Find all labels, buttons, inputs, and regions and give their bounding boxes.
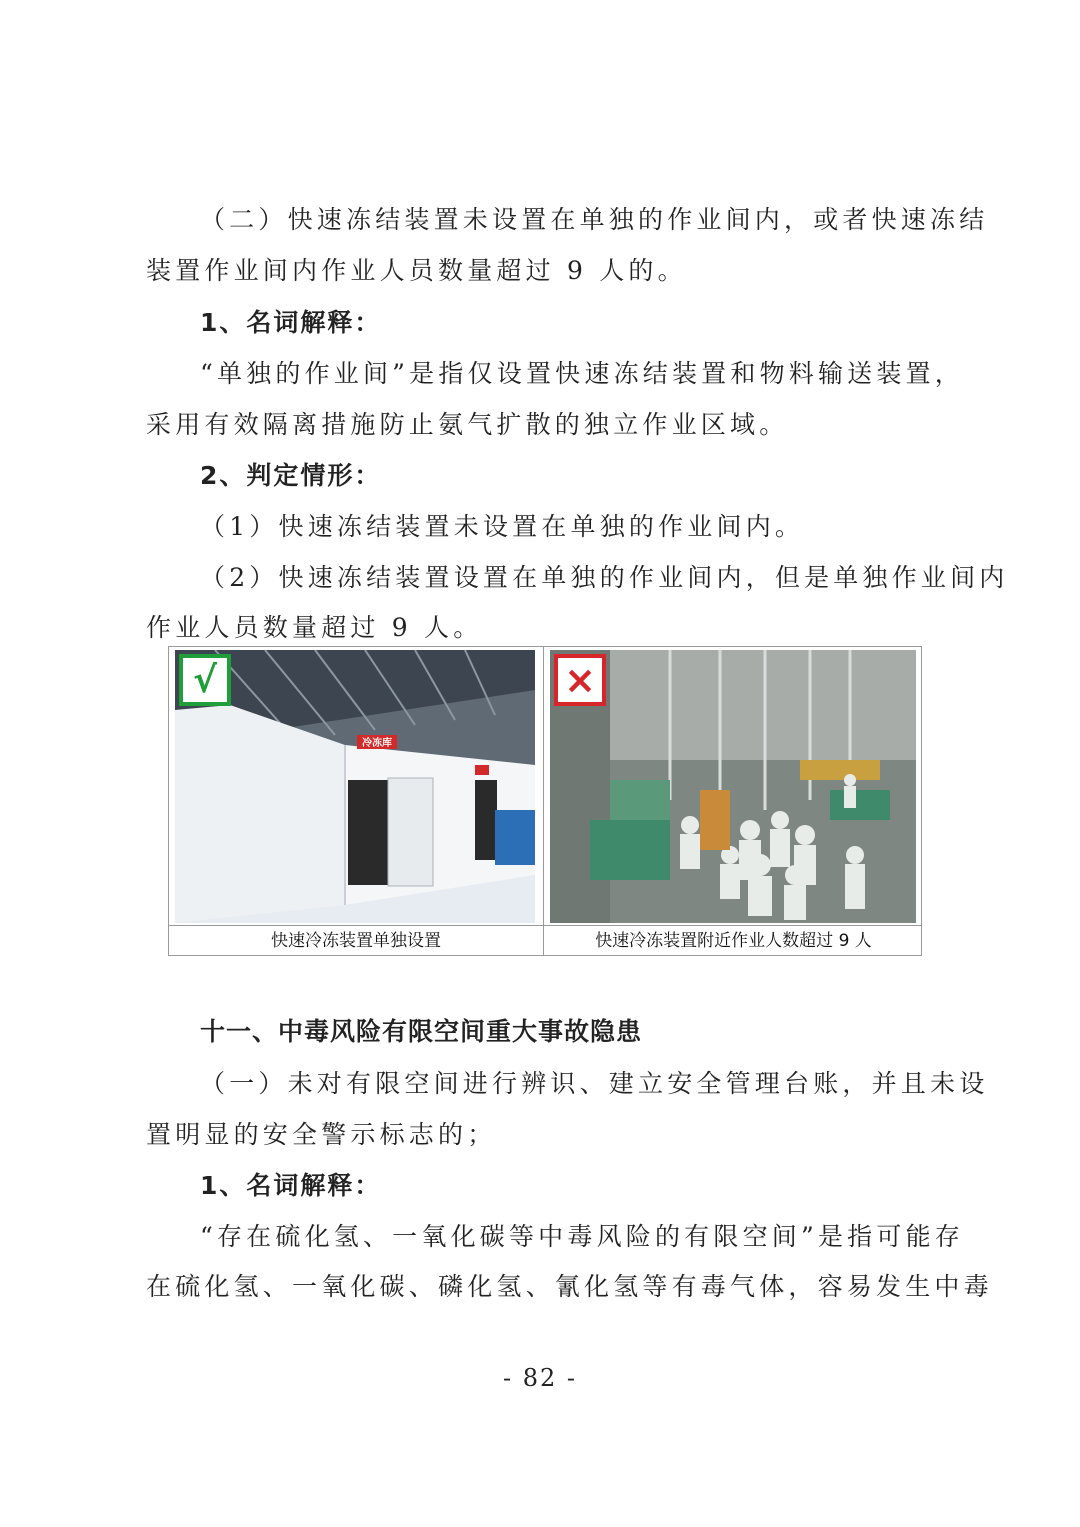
figure-caption-right: 快速冷冻装置附近作业人数超过 9 人 [595,931,872,951]
paragraph-line: 置明显的安全警示标志的； [146,1120,497,1149]
figure-divider [169,925,921,926]
page-number: - 82 - [502,1364,577,1392]
paragraph-line: 装置作业间内作业人员数量超过 9 人的。 [146,256,687,285]
check-icon: √ [179,654,231,706]
subheading-judgement: 2、判定情形： [200,461,382,490]
cold-storage-photo [175,650,535,923]
paragraph-line: “单独的作业间”是指仅设置快速冻结装置和物料输送装置， [200,359,964,388]
cold-storage-sign: 冷冻库 [362,738,392,749]
paragraph-line: （2）快速冻结装置设置在单独的作业间内，但是单独作业间内 [200,563,1009,592]
paragraph-line: 采用有效隔离措施防止氨气扩散的独立作业区域。 [146,410,789,439]
close-icon: × [554,654,606,706]
figure-caption-left: 快速冷冻装置单独设置 [271,931,441,951]
paragraph-line: （一）未对有限空间进行辨识、建立安全管理台账，并且未设 [200,1069,989,1098]
figure-divider [543,647,544,955]
paragraph-line: （1）快速冻结装置未设置在单独的作业间内。 [200,512,805,541]
workshop-photo [550,650,916,923]
subheading-term-definition: 1、名词解释： [200,308,382,337]
paragraph-line: 在硫化氢、一氧化碳、磷化氢、氰化氢等有毒气体，容易发生中毒 [146,1272,993,1301]
subheading-term-definition: 1、名词解释： [200,1171,382,1200]
section-title: 十一、中毒风险有限空间重大事故隐患 [200,1017,643,1046]
comparison-figure [168,646,922,956]
paragraph-line: “存在硫化氢、一氧化碳等中毒风险的有限空间”是指可能存 [200,1222,964,1251]
paragraph-line: 作业人员数量超过 9 人。 [146,613,483,642]
paragraph-line: （二）快速冻结装置未设置在单独的作业间内，或者快速冻结 [200,205,989,234]
